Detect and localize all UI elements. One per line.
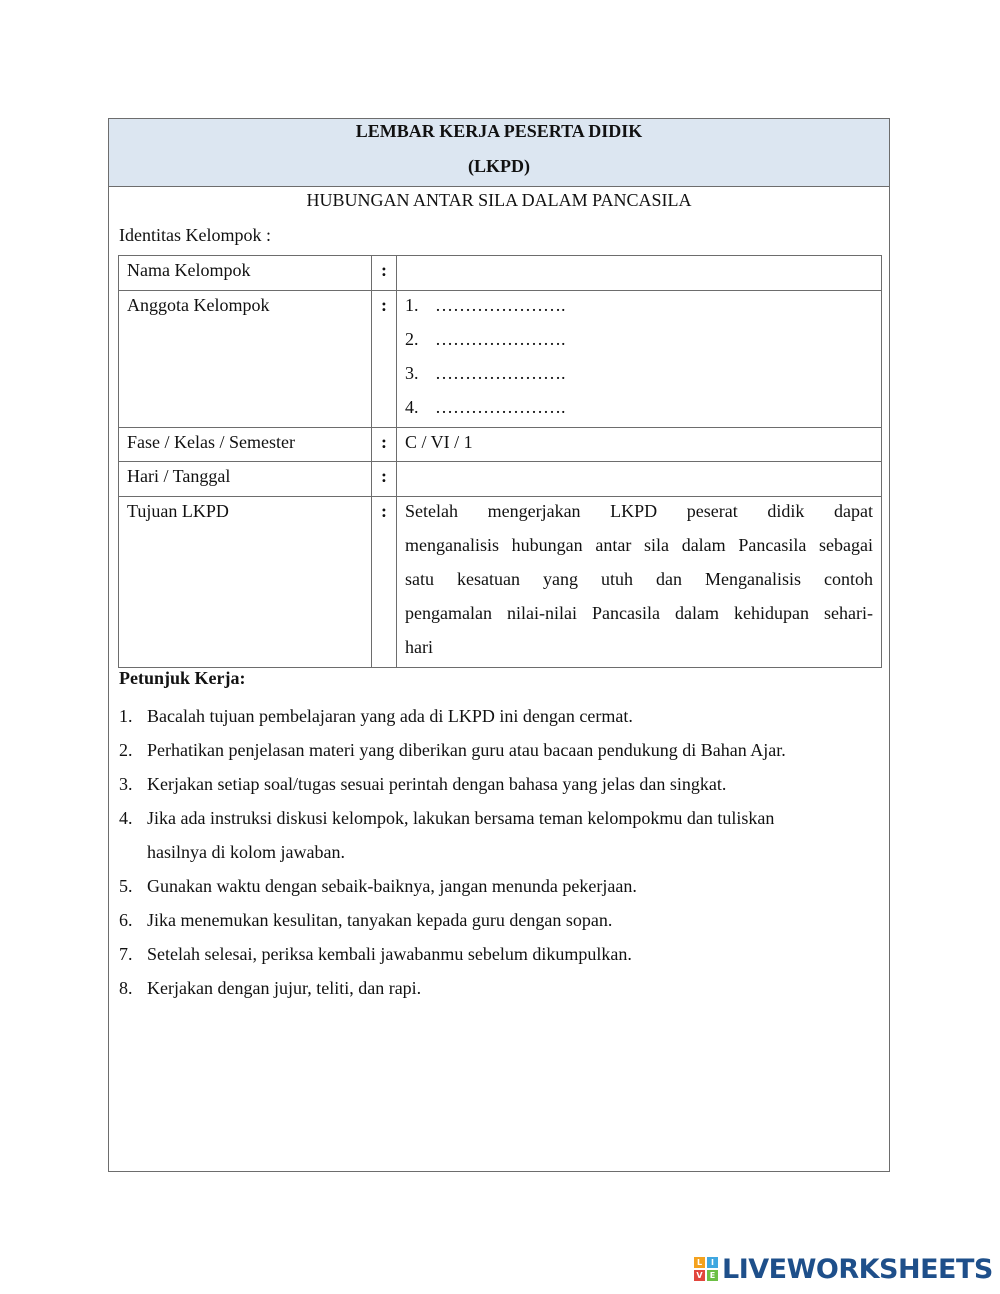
item-text: Jika ada instruksi diskusi kelompok, lakukan bersama teman kelompokmu dan tuliskan — [147, 808, 775, 828]
list-item — [119, 767, 879, 801]
anggota-kelompok-list — [397, 291, 882, 428]
item-number: 3. — [119, 774, 133, 794]
worksheet-title: LEMBAR KERJA PESERTA DIDIK — [355, 121, 643, 141]
item-number: 2. — [119, 740, 133, 760]
logo-square-i: I — [707, 1257, 718, 1268]
label-nama-kelompok: Nama Kelompok — [119, 256, 372, 291]
row-anggota-kelompok — [119, 291, 882, 428]
item-text: Kerjakan setiap soal/tugas sesuai perintah dengan bahasa yang jelas dan singkat. — [147, 774, 727, 794]
anggota-blank: …………………. — [435, 329, 566, 349]
item-number: 8. — [119, 978, 133, 998]
logo-text: LIVEWORKSHEETS — [722, 1253, 993, 1285]
anggota-blank: …………………. — [435, 363, 566, 383]
label-hari-tanggal: Hari / Tanggal — [119, 462, 372, 497]
logo-square-l: L — [694, 1257, 705, 1268]
nama-kelompok-field[interactable] — [397, 256, 882, 291]
anggota-blank: …………………. — [435, 397, 566, 417]
item-text: Kerjakan dengan jujur, teliti, dan rapi. — [147, 978, 422, 998]
colon: : — [372, 256, 397, 291]
list-item — [119, 937, 879, 971]
list-item — [119, 869, 879, 903]
label-tujuan-lkpd: Tujuan LKPD — [119, 497, 372, 668]
anggota-item[interactable] — [405, 325, 873, 359]
item-text: Perhatikan penjelasan materi yang diberikan guru atau bacaan pendukung di Bahan Ajar. — [147, 740, 786, 760]
list-item — [119, 699, 879, 733]
item-text: hasilnya di kolom jawaban. — [147, 842, 345, 862]
item-text: Bacalah tujuan pembelajaran yang ada di LKPD ini dengan cermat. — [147, 706, 633, 726]
tujuan-line: pengamalan nilai-nilai Pancasila dalam kehidupan sehari- — [405, 603, 873, 623]
anggota-number: 2. — [405, 329, 419, 349]
logo-square-e: E — [707, 1270, 718, 1281]
row-fase-kelas-semester — [119, 428, 882, 462]
list-item — [119, 903, 879, 937]
anggota-item[interactable] — [405, 393, 873, 427]
logo-icon — [694, 1257, 718, 1281]
item-number: 5. — [119, 876, 133, 896]
worksheet-subtitle: HUBUNGAN ANTAR SILA DALAM PANCASILA — [306, 190, 692, 210]
tujuan-line: Setelah mengerjakan LKPD peserat didik dapat — [405, 501, 873, 521]
hari-tanggal-field[interactable] — [397, 462, 882, 497]
anggota-number: 3. — [405, 363, 419, 383]
fase-kelas-semester-value: C / VI / 1 — [397, 428, 882, 462]
colon: : — [372, 428, 397, 462]
item-number: 6. — [119, 910, 133, 930]
petunjuk-title: Petunjuk Kerja: — [119, 668, 246, 688]
logo-square-v: V — [694, 1270, 705, 1281]
list-item — [119, 971, 879, 1005]
colon: : — [372, 462, 397, 497]
anggota-blank: …………………. — [435, 295, 566, 315]
item-text: Setelah selesai, periksa kembali jawabanmu sebelum dikumpulkan. — [147, 944, 632, 964]
label-fase-kelas-semester: Fase / Kelas / Semester — [119, 428, 372, 462]
anggota-item[interactable] — [405, 359, 873, 393]
row-hari-tanggal — [119, 462, 882, 497]
identitas-label: Identitas Kelompok : — [119, 225, 271, 245]
item-text: Gunakan waktu dengan sebaik-baiknya, jangan menunda pekerjaan. — [147, 876, 637, 896]
anggota-number: 4. — [405, 397, 419, 417]
item-number: 1. — [119, 706, 133, 726]
worksheet-header — [109, 119, 889, 187]
list-item — [119, 733, 879, 767]
identity-table — [118, 255, 882, 668]
item-number: 4. — [119, 808, 133, 828]
tujuan-line: satu kesatuan yang utuh dan Menganalisis contoh — [405, 569, 873, 589]
colon: : — [372, 291, 397, 428]
tujuan-line: menganalisis hubungan antar sila dalam Pancasila sebagai — [405, 535, 873, 555]
label-anggota-kelompok: Anggota Kelompok — [119, 291, 372, 428]
row-tujuan-lkpd — [119, 497, 882, 668]
tujuan-line: hari — [405, 637, 433, 657]
item-number: 7. — [119, 944, 133, 964]
petunjuk-kerja — [119, 665, 879, 1005]
anggota-number: 1. — [405, 295, 419, 315]
worksheet-frame — [108, 118, 890, 1172]
petunjuk-list — [119, 699, 879, 1005]
list-item — [119, 801, 879, 869]
item-text: Jika menemukan kesulitan, tanyakan kepada guru dengan sopan. — [147, 910, 613, 930]
worksheet-abbr: (LKPD) — [468, 156, 530, 176]
liveworksheets-logo[interactable] — [694, 1254, 993, 1284]
anggota-item[interactable] — [405, 291, 873, 325]
row-nama-kelompok — [119, 256, 882, 291]
tujuan-lkpd-text — [397, 497, 882, 668]
colon: : — [372, 497, 397, 668]
